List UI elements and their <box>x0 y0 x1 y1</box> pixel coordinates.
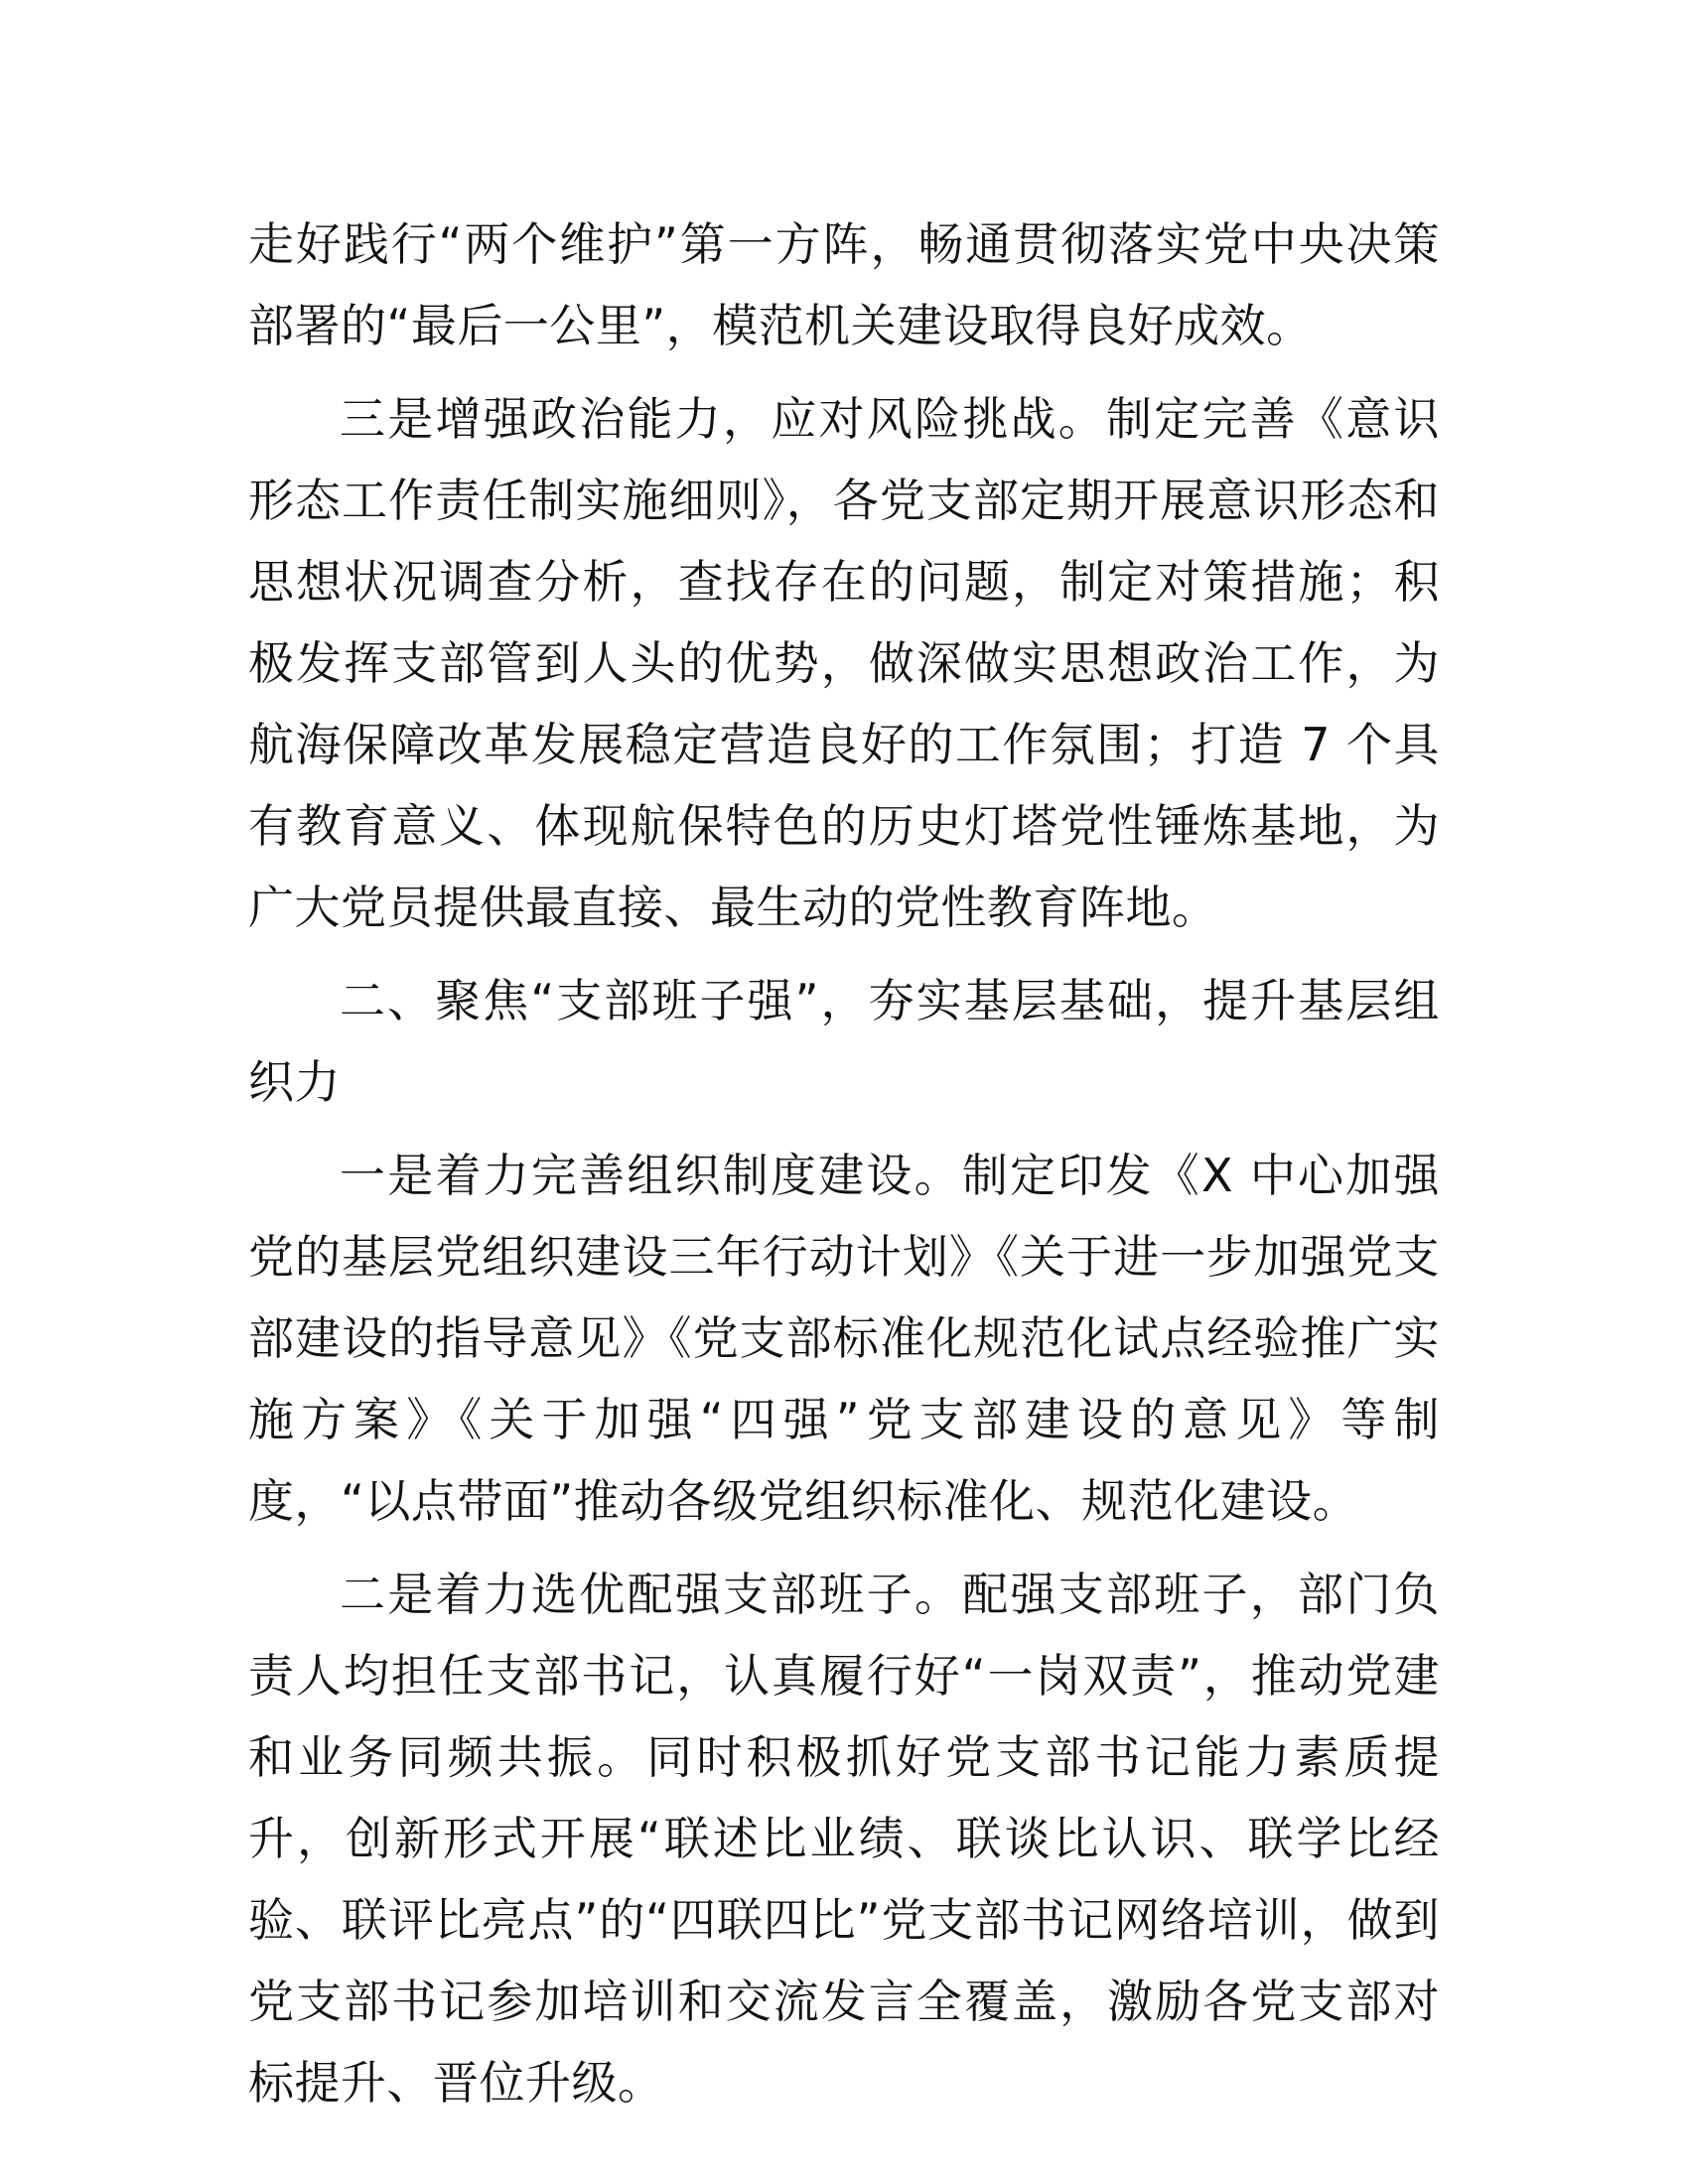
paragraph-branch-leadership: 二是着力选优配强支部班子。配强支部班子，部门负责人均担任支部书记，认真履行好“一岗双责”，推动党建和业务同频共振。同时积极抓好党支部书记能力素质提升，创新形式开展“联述比业绩、联谈比认识、联学比经验、联评比亮点”的“四联四比”党支部书记网络培训，做到党支部书记参加培训和交流发言全覆盖，激励各党支部对标提升、晋位升级。 <box>248 1568 1440 2110</box>
paragraph-continuation: 走好践行“两个维护”第一方阵，畅通贯彻落实党中央决策部署的“最后一公里”，模范机关建设取得良好成效。 <box>248 217 1440 352</box>
paragraph-political-capability: 三是增强政治能力，应对风险挑战。制定完善《意识形态工作责任制实施细则》，各党支部定期开展意识形态和思想状况调查分析，查找存在的问题，制定对策措施；积极发挥支部管到人头的优势，做深做实思想政治工作，为航海保障改革发展稳定营造良好的工作氛围；打造 7 个具有教育意义、体现航保特色的历史灯塔党性锤炼基地，为广大党员提供最直接、最生动的党性教育阵地。 <box>248 392 1440 934</box>
section-heading-two: 二、聚焦“支部班子强”，夯实基层基础，提升基层组织力 <box>248 974 1440 1109</box>
document-page <box>248 204 1440 2135</box>
paragraph-organization-system: 一是着力完善组织制度建设。制定印发《X 中心加强党的基层党组织建设三年行动计划》《关于进一步加强党支部建设的指导意见》《党支部标准化规范化试点经验推广实施方案》《关于加强“四强”党支部建设的意见》等制度，“以点带面”推动各级党组织标准化、规范化建设。 <box>248 1149 1440 1528</box>
